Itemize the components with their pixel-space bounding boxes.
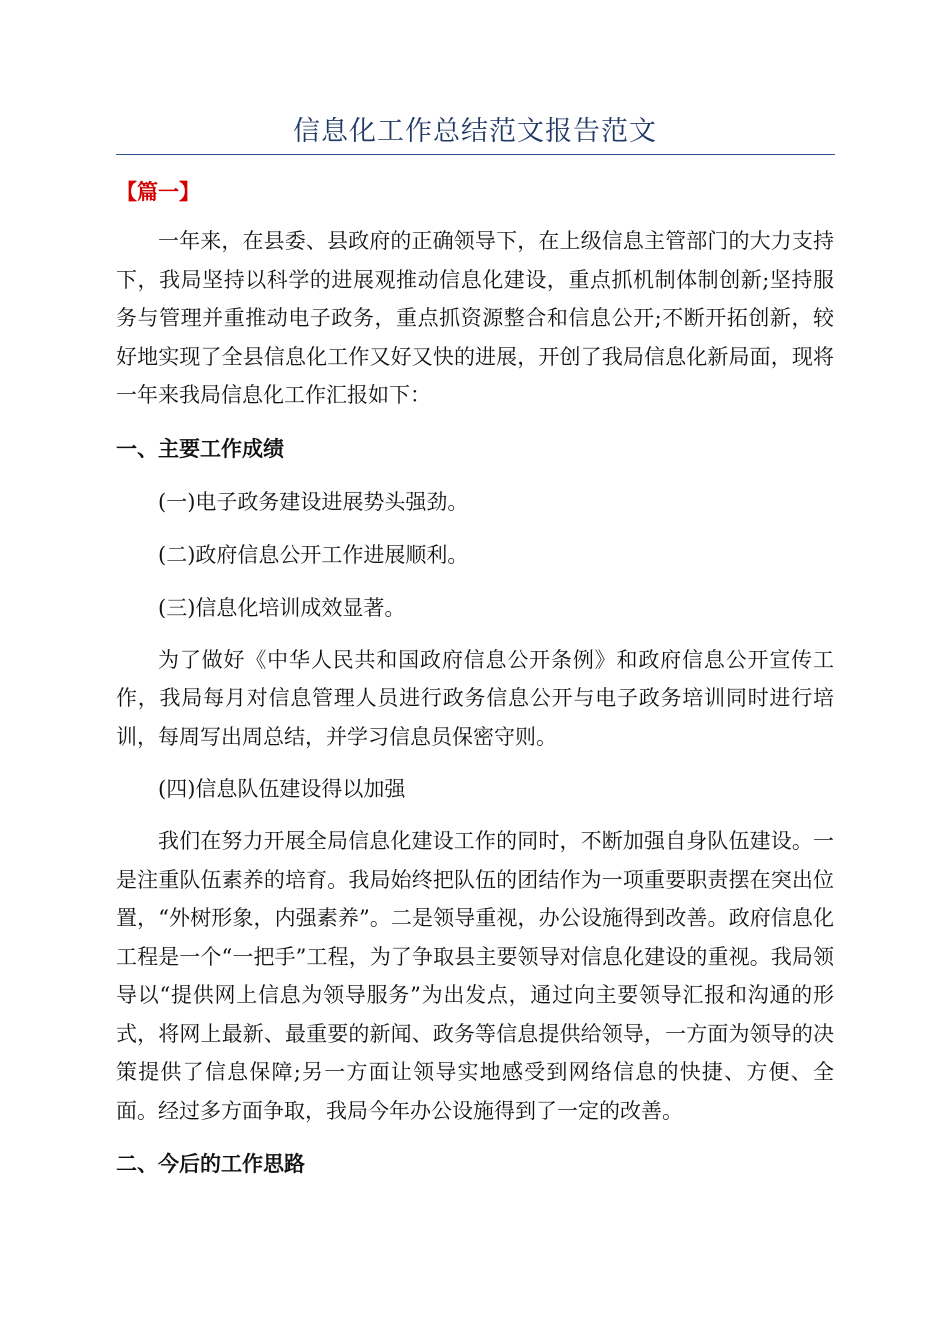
training-paragraph: 为了做好《中华人民共和国政府信息公开条例》和政府信息公开宣传工作，我局每月对信息管理人员进行政务信息公开与电子政务培训同时进行培训，每周写出周总结，并学习信息员保密守则。 [116,647,834,749]
list-item: (二)政府信息公开工作进展顺利。 [158,542,469,567]
title-underline [116,154,835,155]
list-item: (四)信息队伍建设得以加强 [158,777,406,801]
list-item: (一)电子政务建设进展势头强劲。 [158,489,469,514]
heading-main-achievements: 一、主要工作成绩 [116,436,284,461]
section-label: 【篇一】 [116,180,200,204]
document-body [116,172,834,1184]
heading-future-plans: 二、今后的工作思路 [116,1152,305,1176]
team-paragraph: 我们在努力开展全局信息化建设工作的同时，不断加强自身队伍建设。一是注重队伍素养的培育。我局始终把队伍的团结作为一项重要职责摆在突出位置，“外树形象，内强素养”。二是领导重视，办公设施得到改善。政府信息化工程是一个“一把手”工程，为了争取县主要领导对信息化建设的重视。我局领导以“提供网上信息为领导服务”为出发点，通过向主要领导汇报和沟通的形式，将网上最新、最重要的新闻、政务等信息提供给领导，一方面为领导的决策提供了信息保障;另一方面让领导实地感受到网络信息的快捷、方便、全面。经过多方面争取，我局今年办公设施得到了一定的改善。 [116,829,834,1123]
page-title: 信息化工作总结范文报告范文 [293,116,657,147]
list-item: (三)信息化培训成效显著。 [158,595,406,620]
intro-paragraph: 一年来，在县委、县政府的正确领导下，在上级信息主管部门的大力支持下，我局坚持以科学的进展观推动信息化建设，重点抓机制体制创新;坚持服务与管理并重推动电子政务，重点抓资源整合和信息公开;不断开拓创新，较好地实现了全县信息化工作又好又快的进展，开创了我局信息化新局面，现将一年来我局信息化工作汇报如下： [116,229,834,407]
